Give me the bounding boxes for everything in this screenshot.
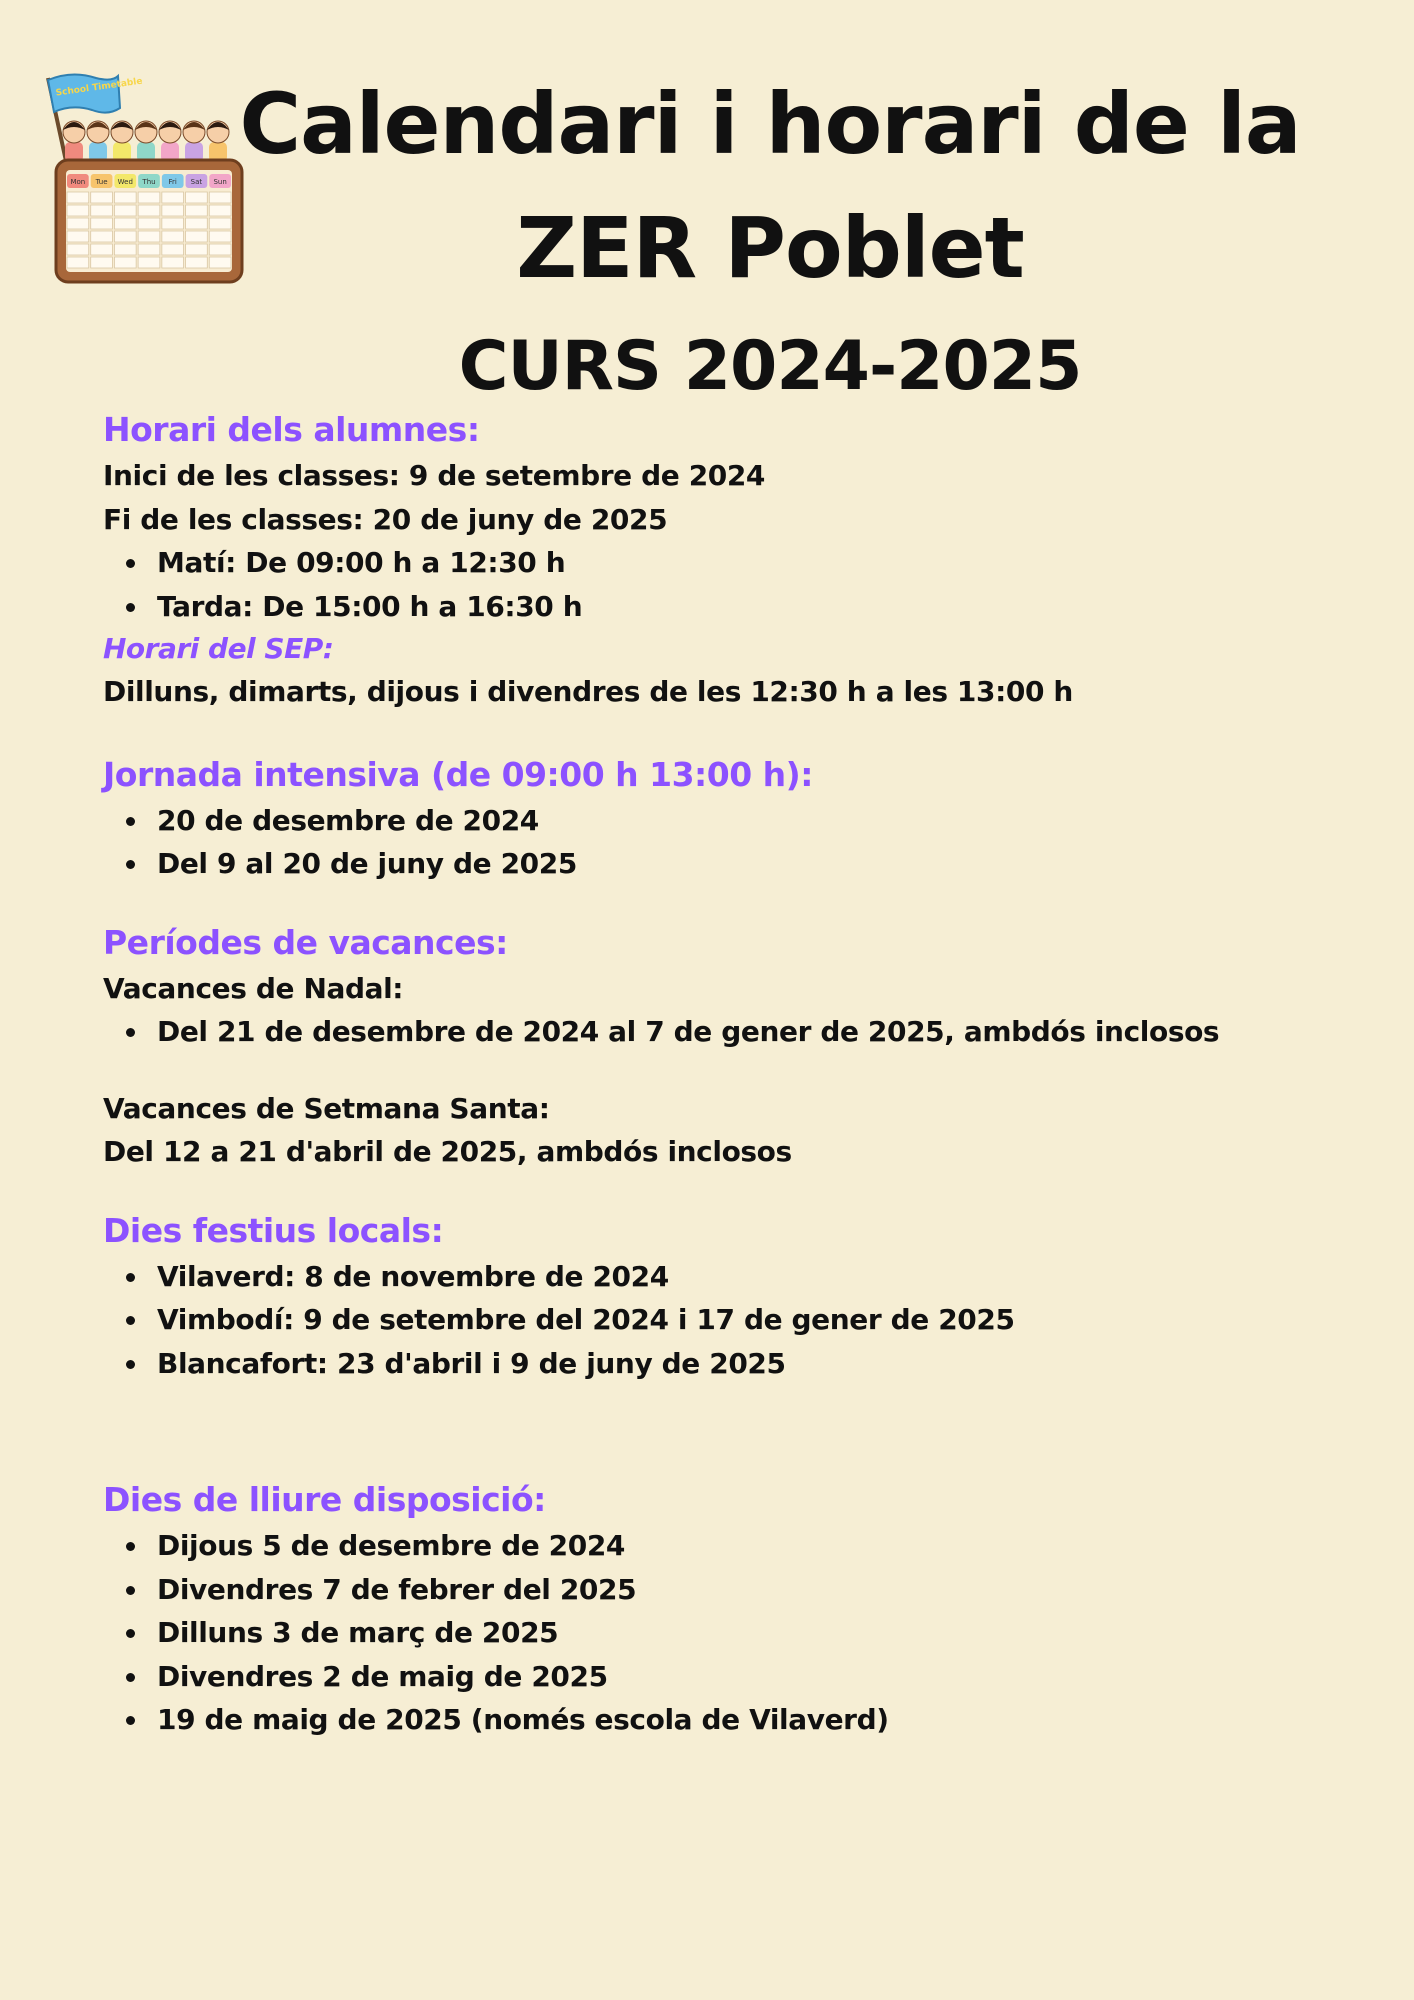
- timetable-logo: [28, 68, 260, 292]
- grid-cell: [67, 192, 89, 203]
- kid-figure: [159, 121, 181, 162]
- list-item: 19 de maig de 2025 (només escola de Vilaverd): [103, 1698, 1383, 1742]
- grid-cell: [91, 205, 113, 216]
- grid-cell: [162, 192, 184, 203]
- grid-cell: [114, 257, 136, 268]
- grid-cell: [162, 244, 184, 255]
- grid-cell: [91, 192, 113, 203]
- grid-cell: [186, 192, 208, 203]
- grid-cell: [209, 244, 231, 255]
- grid-cell: [114, 244, 136, 255]
- grid-cell: [186, 244, 208, 255]
- grid-cell: [91, 231, 113, 242]
- kids-timetable-icon: [28, 68, 260, 292]
- list-item: Divendres 7 de febrer del 2025: [103, 1568, 1383, 1612]
- section-heading-lliure: Dies de lliure disposició:: [103, 1480, 546, 1519]
- section-heading-jornada: Jornada intensiva (de 09:00 h 13:00 h):: [103, 754, 813, 794]
- spacer: [103, 714, 1383, 751]
- grid-cell: [138, 192, 160, 203]
- spacer: [103, 1054, 1383, 1087]
- kid-figure: [87, 121, 109, 162]
- list-item: Vimbodí: 9 de setembre del 2024 i 17 de gener de 2025: [103, 1298, 1383, 1342]
- day-label: Mon: [70, 178, 86, 186]
- grid-cell: [138, 257, 160, 268]
- santa-text: Del 12 a 21 d'abril de 2025, ambdós inclosos: [103, 1135, 792, 1168]
- grid-cell: [162, 231, 184, 242]
- section-festius: [103, 1207, 1383, 1386]
- day-label: Sun: [213, 178, 227, 186]
- calendar-content: [103, 406, 1383, 1742]
- grid-cell: [114, 218, 136, 229]
- section-heading-vacances: Períodes de vacances:: [103, 922, 508, 962]
- sep-heading: Horari del SEP:: [103, 632, 334, 665]
- kid-figure: [183, 121, 205, 162]
- list-item: Divendres 2 de maig de 2025: [103, 1655, 1383, 1699]
- list-item: Blancafort: 23 d'abril i 9 de juny de 2025: [103, 1342, 1383, 1386]
- grid-cell: [67, 231, 89, 242]
- grid-cell: [162, 218, 184, 229]
- day-label: Thu: [142, 178, 156, 186]
- day-label: Wed: [117, 178, 133, 186]
- grid-cell: [67, 257, 89, 268]
- grid-cell: [138, 205, 160, 216]
- list-item: Tarda: De 15:00 h a 16:30 h: [103, 585, 1383, 629]
- grid-cell: [138, 244, 160, 255]
- grid-cell: [91, 244, 113, 255]
- list-item: Matí: De 09:00 h a 12:30 h: [103, 541, 1383, 585]
- grid-cell: [209, 218, 231, 229]
- grid-cell: [67, 218, 89, 229]
- jornada-list: [103, 799, 1383, 886]
- list-item: Del 9 al 20 de juny de 2025: [103, 842, 1383, 886]
- spacer: [103, 1174, 1383, 1207]
- grid-cell: [209, 192, 231, 203]
- festius-list: [103, 1255, 1383, 1386]
- section-horari: [103, 406, 1383, 714]
- spacer: [103, 886, 1383, 919]
- course-subtitle: CURS 2024-2025: [458, 327, 1082, 406]
- grid-cell: [209, 231, 231, 242]
- horari-list: [103, 541, 1383, 628]
- grid-cell: [162, 205, 184, 216]
- grid-cell: [114, 205, 136, 216]
- grid-cell: [209, 257, 231, 268]
- inici-classes: Inici de les classes: 9 de setembre de 2024: [103, 459, 766, 492]
- section-lliure: [103, 1476, 1383, 1742]
- section-heading-festius: Dies festius locals:: [103, 1210, 444, 1250]
- nadal-label: Vacances de Nadal:: [103, 971, 404, 1005]
- grid-cell: [114, 231, 136, 242]
- kid-figure: [135, 121, 157, 162]
- sep-text: Dilluns, dimarts, dijous i divendres de les 12:30 h a les 13:00 h: [103, 675, 1073, 708]
- list-item: Dilluns 3 de març de 2025: [103, 1611, 1383, 1655]
- grid-cell: [186, 231, 208, 242]
- grid-cell: [67, 244, 89, 255]
- section-vacances: [103, 919, 1383, 1174]
- list-item: Vilaverd: 8 de novembre de 2024: [103, 1255, 1383, 1299]
- grid-cell: [138, 231, 160, 242]
- day-label: Sat: [190, 178, 203, 186]
- grid-cell: [67, 205, 89, 216]
- grid-cell: [138, 218, 160, 229]
- title-line-2: ZER Poblet: [516, 199, 1024, 297]
- grid-cell: [91, 257, 113, 268]
- section-heading-horari: Horari dels alumnes:: [103, 410, 480, 449]
- grid-cell: [91, 218, 113, 229]
- day-label: Tue: [95, 178, 108, 186]
- page-title: [230, 62, 1310, 310]
- title-line-1: Calendari i horari de la: [239, 75, 1301, 173]
- grid-cell: [209, 205, 231, 216]
- list-item: Del 21 de desembre de 2024 al 7 de gener de 2025, ambdós inclosos: [103, 1010, 1383, 1054]
- list-item: Dijous 5 de desembre de 2024: [103, 1524, 1383, 1568]
- section-jornada: [103, 751, 1383, 886]
- day-label: Fri: [168, 178, 177, 186]
- lliure-list: [103, 1524, 1383, 1742]
- grid-cell: [162, 257, 184, 268]
- grid-cell: [186, 257, 208, 268]
- flag-text: School Timetable: [55, 76, 144, 99]
- kid-figure: [207, 121, 229, 162]
- grid-cell: [186, 218, 208, 229]
- santa-label: Vacances de Setmana Santa:: [103, 1091, 550, 1125]
- kid-figure: [111, 121, 133, 162]
- nadal-list: [103, 1010, 1383, 1054]
- list-item: 20 de desembre de 2024: [103, 799, 1383, 843]
- spacer: [103, 1385, 1383, 1476]
- grid-cell: [114, 192, 136, 203]
- grid-cell: [186, 205, 208, 216]
- fi-classes: Fi de les classes: 20 de juny de 2025: [103, 502, 668, 536]
- kid-figure: [63, 121, 85, 162]
